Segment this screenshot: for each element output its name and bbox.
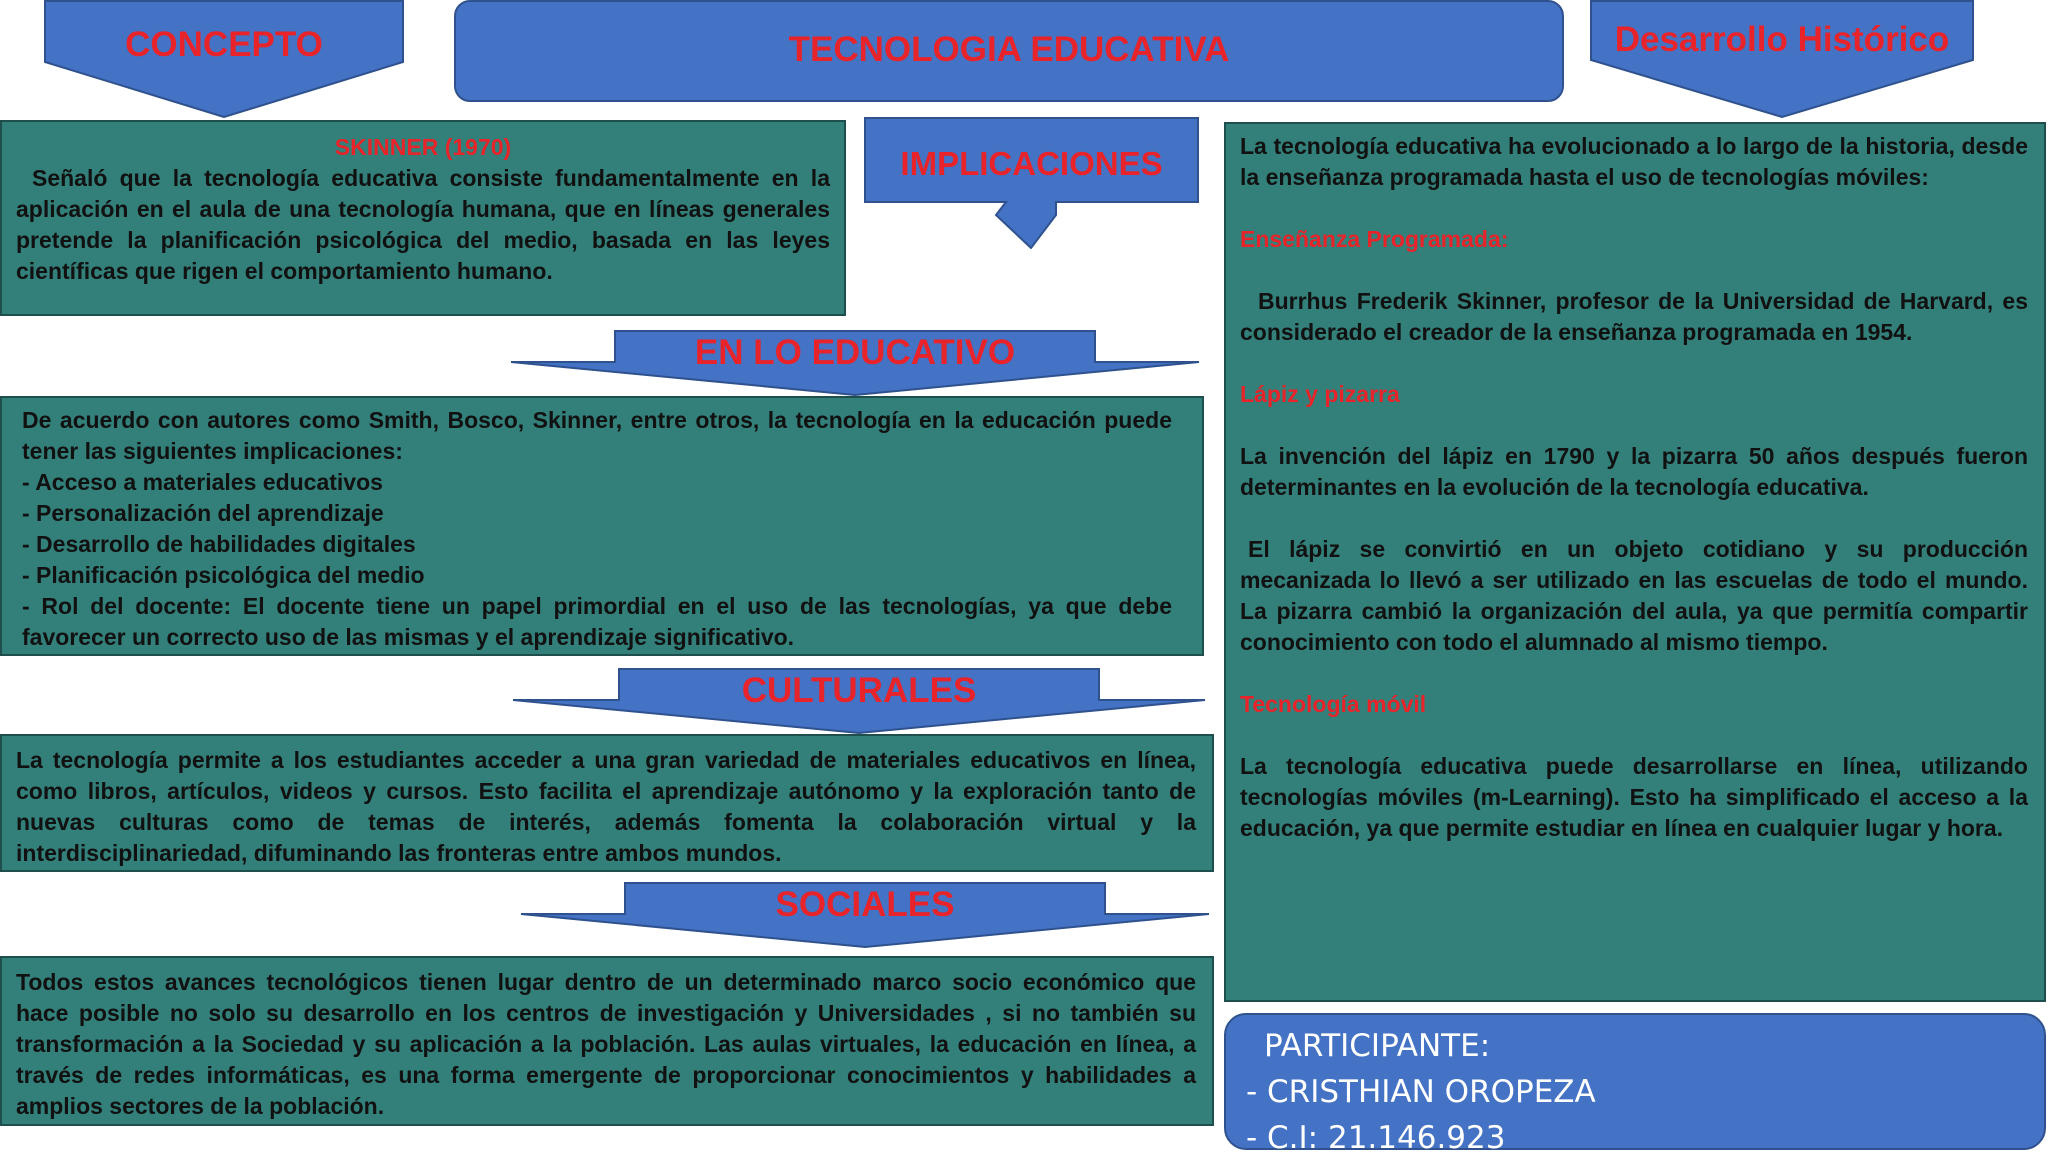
historia-box <box>1224 122 2046 1002</box>
participant-name: - CRISTHIAN OROPEZA <box>1246 1074 1596 1110</box>
desarrollo-label: Desarrollo Histórico <box>1614 20 1950 59</box>
participant-ci: - C.I: 21.146.923 <box>1246 1120 1506 1156</box>
educativo-intro: De acuerdo con autores como Smith, Bosco, Skinner, entre otros, la tecnología en la educación puede tener las siguientes implicaciones: <box>22 407 1172 464</box>
historia-section-text: La invención del lápiz en 1790 y la pizarra 50 años después fueron determinantes en la evolución de la tecnología educativa. <box>1240 443 2028 500</box>
concepto-heading: SKINNER (1970) <box>334 134 512 160</box>
sociales-text: Todos estos avances tecnológicos tienen lugar dentro de un determinado marco socio económico que hace posible no solo su desarrollo en los centros de investigación y Universidades , si no también su transformación a la Sociedad y su aplicación a la población. Las aulas virtuales, la educación en línea, a través de redes informáticas, es una forma emergente de proporcionar conocimientos y habilidades a amplios sectores de la población. <box>16 969 1196 1119</box>
participant-box <box>1224 1013 2046 1156</box>
educativo-item: - Acceso a materiales educativos <box>22 469 383 495</box>
educativo-label: EN LO EDUCATIVO <box>694 333 1016 372</box>
educativo-box <box>0 396 1204 656</box>
culturales-text: La tecnología permite a los estudiantes acceder a una gran variedad de materiales educativos en línea, como libros, artículos, videos y cursos. Esto facilita el aprendizaje autónomo y la exploración tanto de nuevas culturas como de temas de interés, además fomenta la colaboración virtual y la interdisciplinariedad, difuminando las fronteras entre ambos mundos. <box>16 747 1196 866</box>
educativo-item: - Desarrollo de habilidades digitales <box>22 531 416 557</box>
concepto-box <box>0 120 846 316</box>
participant-label: PARTICIPANTE: <box>1264 1028 1491 1064</box>
educativo-item: - Planificación psicológica del medio <box>22 562 425 588</box>
implicaciones-callout-shape <box>864 117 1199 249</box>
historia-section-text: Burrhus Frederik Skinner, profesor de la Universidad de Harvard, es considerado el creador de la enseñanza programada en 1954. <box>1240 288 2028 345</box>
concepto-text: Señaló que la tecnología educativa consiste fundamentalmente en la aplicación en el aula de una tecnología humana, que en líneas generales pretende la planificación psicológica del medio, basada en las leyes científicas que rigen el comportamiento humano. <box>16 165 830 284</box>
historia-section-heading: Lápiz y pizarra <box>1240 381 1400 407</box>
historia-section-text: El lápiz se convirtió en un objeto cotidiano y su producción mecanizada lo llevó a ser utilizado en las escuelas de todo el mundo. La pizarra cambió la organización del aula, ya que permitía compartir conocimiento con todo el alumnado al mismo tiempo. <box>1240 536 2028 655</box>
historia-section-heading: Enseñanza Programada: <box>1240 226 1509 252</box>
historia-section-heading: Tecnología móvil <box>1240 691 1427 717</box>
culturales-label: CULTURALES <box>741 671 977 710</box>
historia-intro: La tecnología educativa ha evolucionado a lo largo de la historia, desde la enseñanza programada hasta el uso de tecnologías móviles: <box>1240 133 2028 190</box>
implicaciones-label: IMPLICACIONES <box>900 145 1163 182</box>
page-title: TECNOLOGIA EDUCATIVA <box>788 30 1230 69</box>
historia-section-text: La tecnología educativa puede desarrollarse en línea, utilizando tecnologías móviles (m-Learning). Esto ha simplificado el acceso a la educación, ya que permite estudiar en línea en cualquier lugar y hora. <box>1240 753 2028 841</box>
concepto-label: CONCEPTO <box>125 25 323 64</box>
educativo-item: - Rol del docente: El docente tiene un papel primordial en el uso de las tecnologías, ya que debe favorecer un correcto uso de las mismas y el aprendizaje significativo. <box>22 593 1172 650</box>
educativo-item: - Personalización del aprendizaje <box>22 500 384 526</box>
culturales-box <box>0 734 1214 872</box>
sociales-box <box>0 956 1214 1126</box>
sociales-label: SOCIALES <box>775 885 955 924</box>
